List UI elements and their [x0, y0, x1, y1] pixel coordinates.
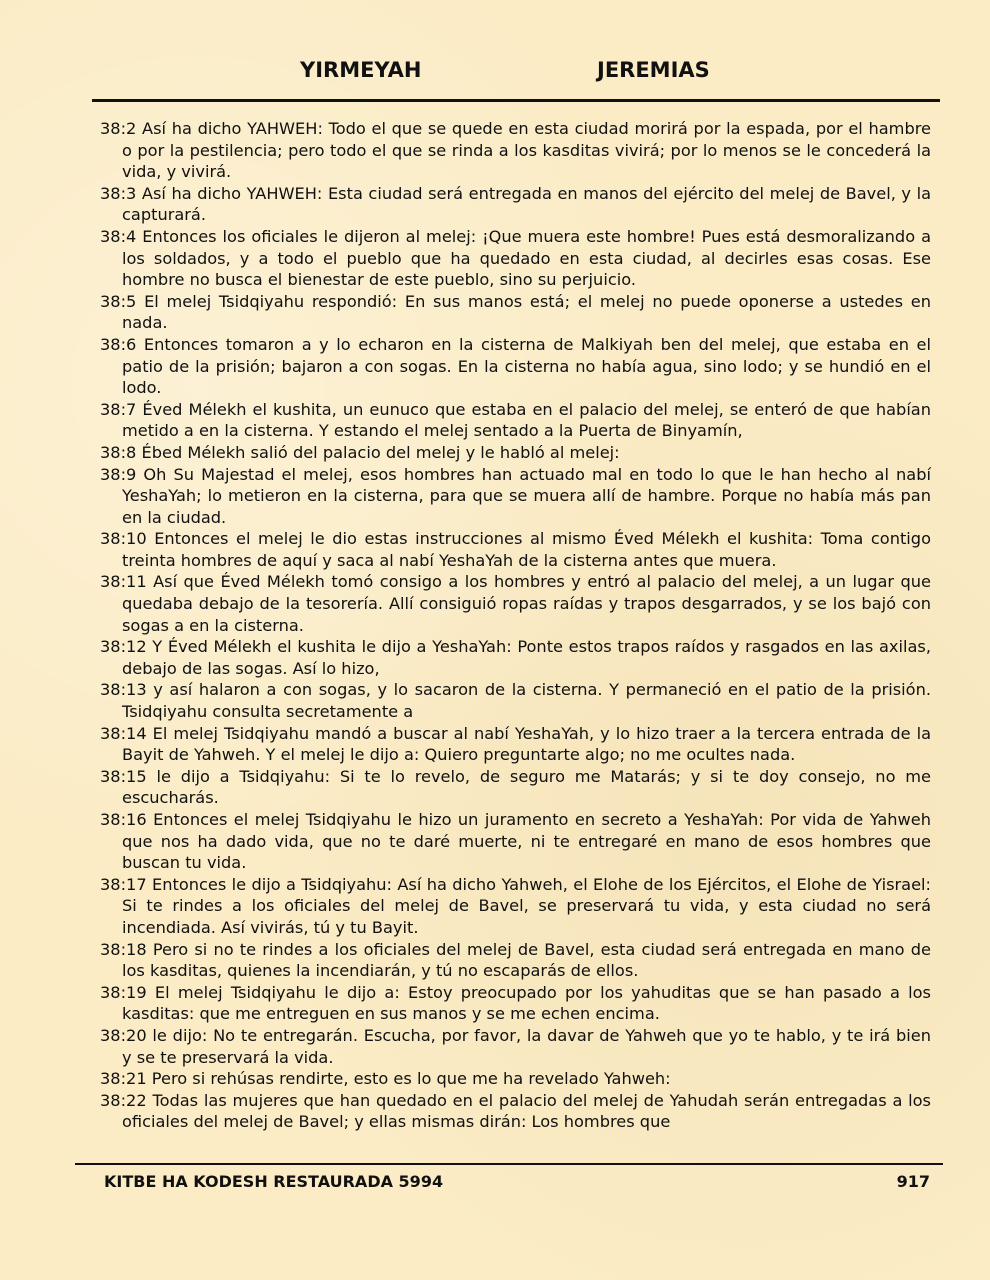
footer-title: KITBE HA KODESH RESTAURADA 5994: [104, 1172, 444, 1191]
verse-list: [100, 118, 931, 1133]
verse: 38:15 le dijo a Tsidqiyahu: Si te lo revelo, de seguro me Matarás; y si te doy consejo, no me escucharás.: [100, 766, 931, 808]
verse: 38:6 Entonces tomaron a y lo echaron en la cisterna de Malkiyah ben del melej, que estaba en el patio de la prisión; bajaron a con sogas. En la cisterna no había agua, sino lodo; y se hundió en el lodo.: [100, 334, 931, 398]
verse: 38:22 Todas las mujeres que han quedado en el palacio del melej de Yahudah serán entregadas a los oficiales del melej de Bavel; y ellas mismas dirán: Los hombres que: [100, 1090, 931, 1132]
header-rule: [92, 99, 940, 102]
verse: 38:5 El melej Tsidqiyahu respondió: En sus manos está; el melej no puede oponerse a ustedes en nada.: [100, 291, 931, 333]
page-footer: [0, 1172, 990, 1196]
verse: 38:2 Así ha dicho YAHWEH: Todo el que se quede en esta ciudad morirá por la espada, por el hambre o por la pestilencia; pero todo el que se rinda a los kasditas vivirá; por lo menos se le concederá la vida, y vivirá.: [100, 119, 931, 182]
verse: 38:4 Entonces los oficiales le dijeron al melej: ¡Que muera este hombre! Pues está desmoralizando a los soldados, y a todo el pueblo que ha quedado en esta ciudad, al decirles esas cosas. Ese hombre no busca el bienestar de este pueblo, sino su perjuicio.: [100, 226, 931, 290]
verse: 38:12 Y Éved Mélekh el kushita le dijo a YeshaYah: Ponte estos trapos raídos y rasgados en las axilas, debajo de las sogas. Así lo hizo,: [100, 637, 931, 678]
page-header: [0, 58, 990, 92]
verse: 38:17 Entonces le dijo a Tsidqiyahu: Así ha dicho Yahweh, el Elohe de los Ejércitos, el Elohe de Yisrael: Si te rindes a los oficiales del melej de Bavel, se preservará tu vida, y esta ciudad no será incendiada. Así vivirás, tú y tu Bayit.: [100, 874, 931, 937]
verse: 38:14 El melej Tsidqiyahu mandó a buscar al nabí YeshaYah, y lo hizo traer a la tercera entrada de la Bayit de Yahweh. Y el melej le dijo a: Quiero preguntarte algo; no me ocultes nada.: [100, 723, 931, 765]
verse: 38:19 El melej Tsidqiyahu le dijo a: Estoy preocupado por los yahuditas que se han pasado a los kasditas: que me entreguen en sus manos y se me echen encima.: [100, 982, 931, 1024]
verse: 38:11 Así que Éved Mélekh tomó consigo a los hombres y entró al palacio del melej, a un lugar que quedaba debajo de la tesorería. Allí consiguió ropas raídas y trapos desgarrados, y se los bajó con sogas a en la cisterna.: [100, 572, 931, 635]
footer-rule: [75, 1163, 943, 1165]
book-title-hebrew: YIRMEYAH: [300, 58, 422, 82]
book-title-spanish: JEREMIAS: [597, 58, 710, 82]
verse: 38:20 le dijo: No te entregarán. Escucha, por favor, la davar de Yahweh que yo te hablo, y te irá bien y se te preservará la vida.: [100, 1025, 931, 1067]
verse: 38:10 Entonces el melej le dio estas instrucciones al mismo Éved Mélekh el kushita: Toma contigo treinta hombres de aquí y saca al nabí YeshaYah de la cisterna antes que muera.: [100, 529, 931, 570]
verse: 38:16 Entonces el melej Tsidqiyahu le hizo un juramento en secreto a YeshaYah: Por vida de Yahweh que nos ha dado vida, que no te daré muerte, ni te entregaré en mano de esos hombres que buscan tu vida.: [100, 810, 931, 873]
verse: 38:8 Ébed Mélekh salió del palacio del melej y le habló al melej:: [100, 442, 620, 462]
verse: 38:18 Pero si no te rindes a los oficiales del melej de Bavel, esta ciudad será entregada en mano de los kasditas, quienes la incendiarán, y tú no escaparás de ellos.: [100, 939, 931, 981]
verse: 38:21 Pero si rehúsas rendirte, esto es lo que me ha revelado Yahweh:: [100, 1069, 671, 1089]
verse: 38:7 Éved Mélekh el kushita, un eunuco que estaba en el palacio del melej, se enteró de que habían metido a en la cisterna. Y estando el melej sentado a la Puerta de Binyamín,: [100, 399, 931, 441]
verse: 38:3 Así ha dicho YAHWEH: Esta ciudad será entregada en manos del ejército del melej de Bavel, y la capturará.: [100, 183, 931, 225]
page-number: 917: [896, 1172, 930, 1191]
verse: 38:13 y así halaron a con sogas, y lo sacaron de la cisterna. Y permaneció en el patio de la prisión. Tsidqiyahu consulta secretamente a: [100, 680, 931, 722]
verse: 38:9 Oh Su Majestad el melej, esos hombres han actuado mal en todo lo que le han hecho al nabí YeshaYah; lo metieron en la cisterna, para que se muera allí de hambre. Porque no había más pan en la ciudad.: [100, 464, 931, 527]
